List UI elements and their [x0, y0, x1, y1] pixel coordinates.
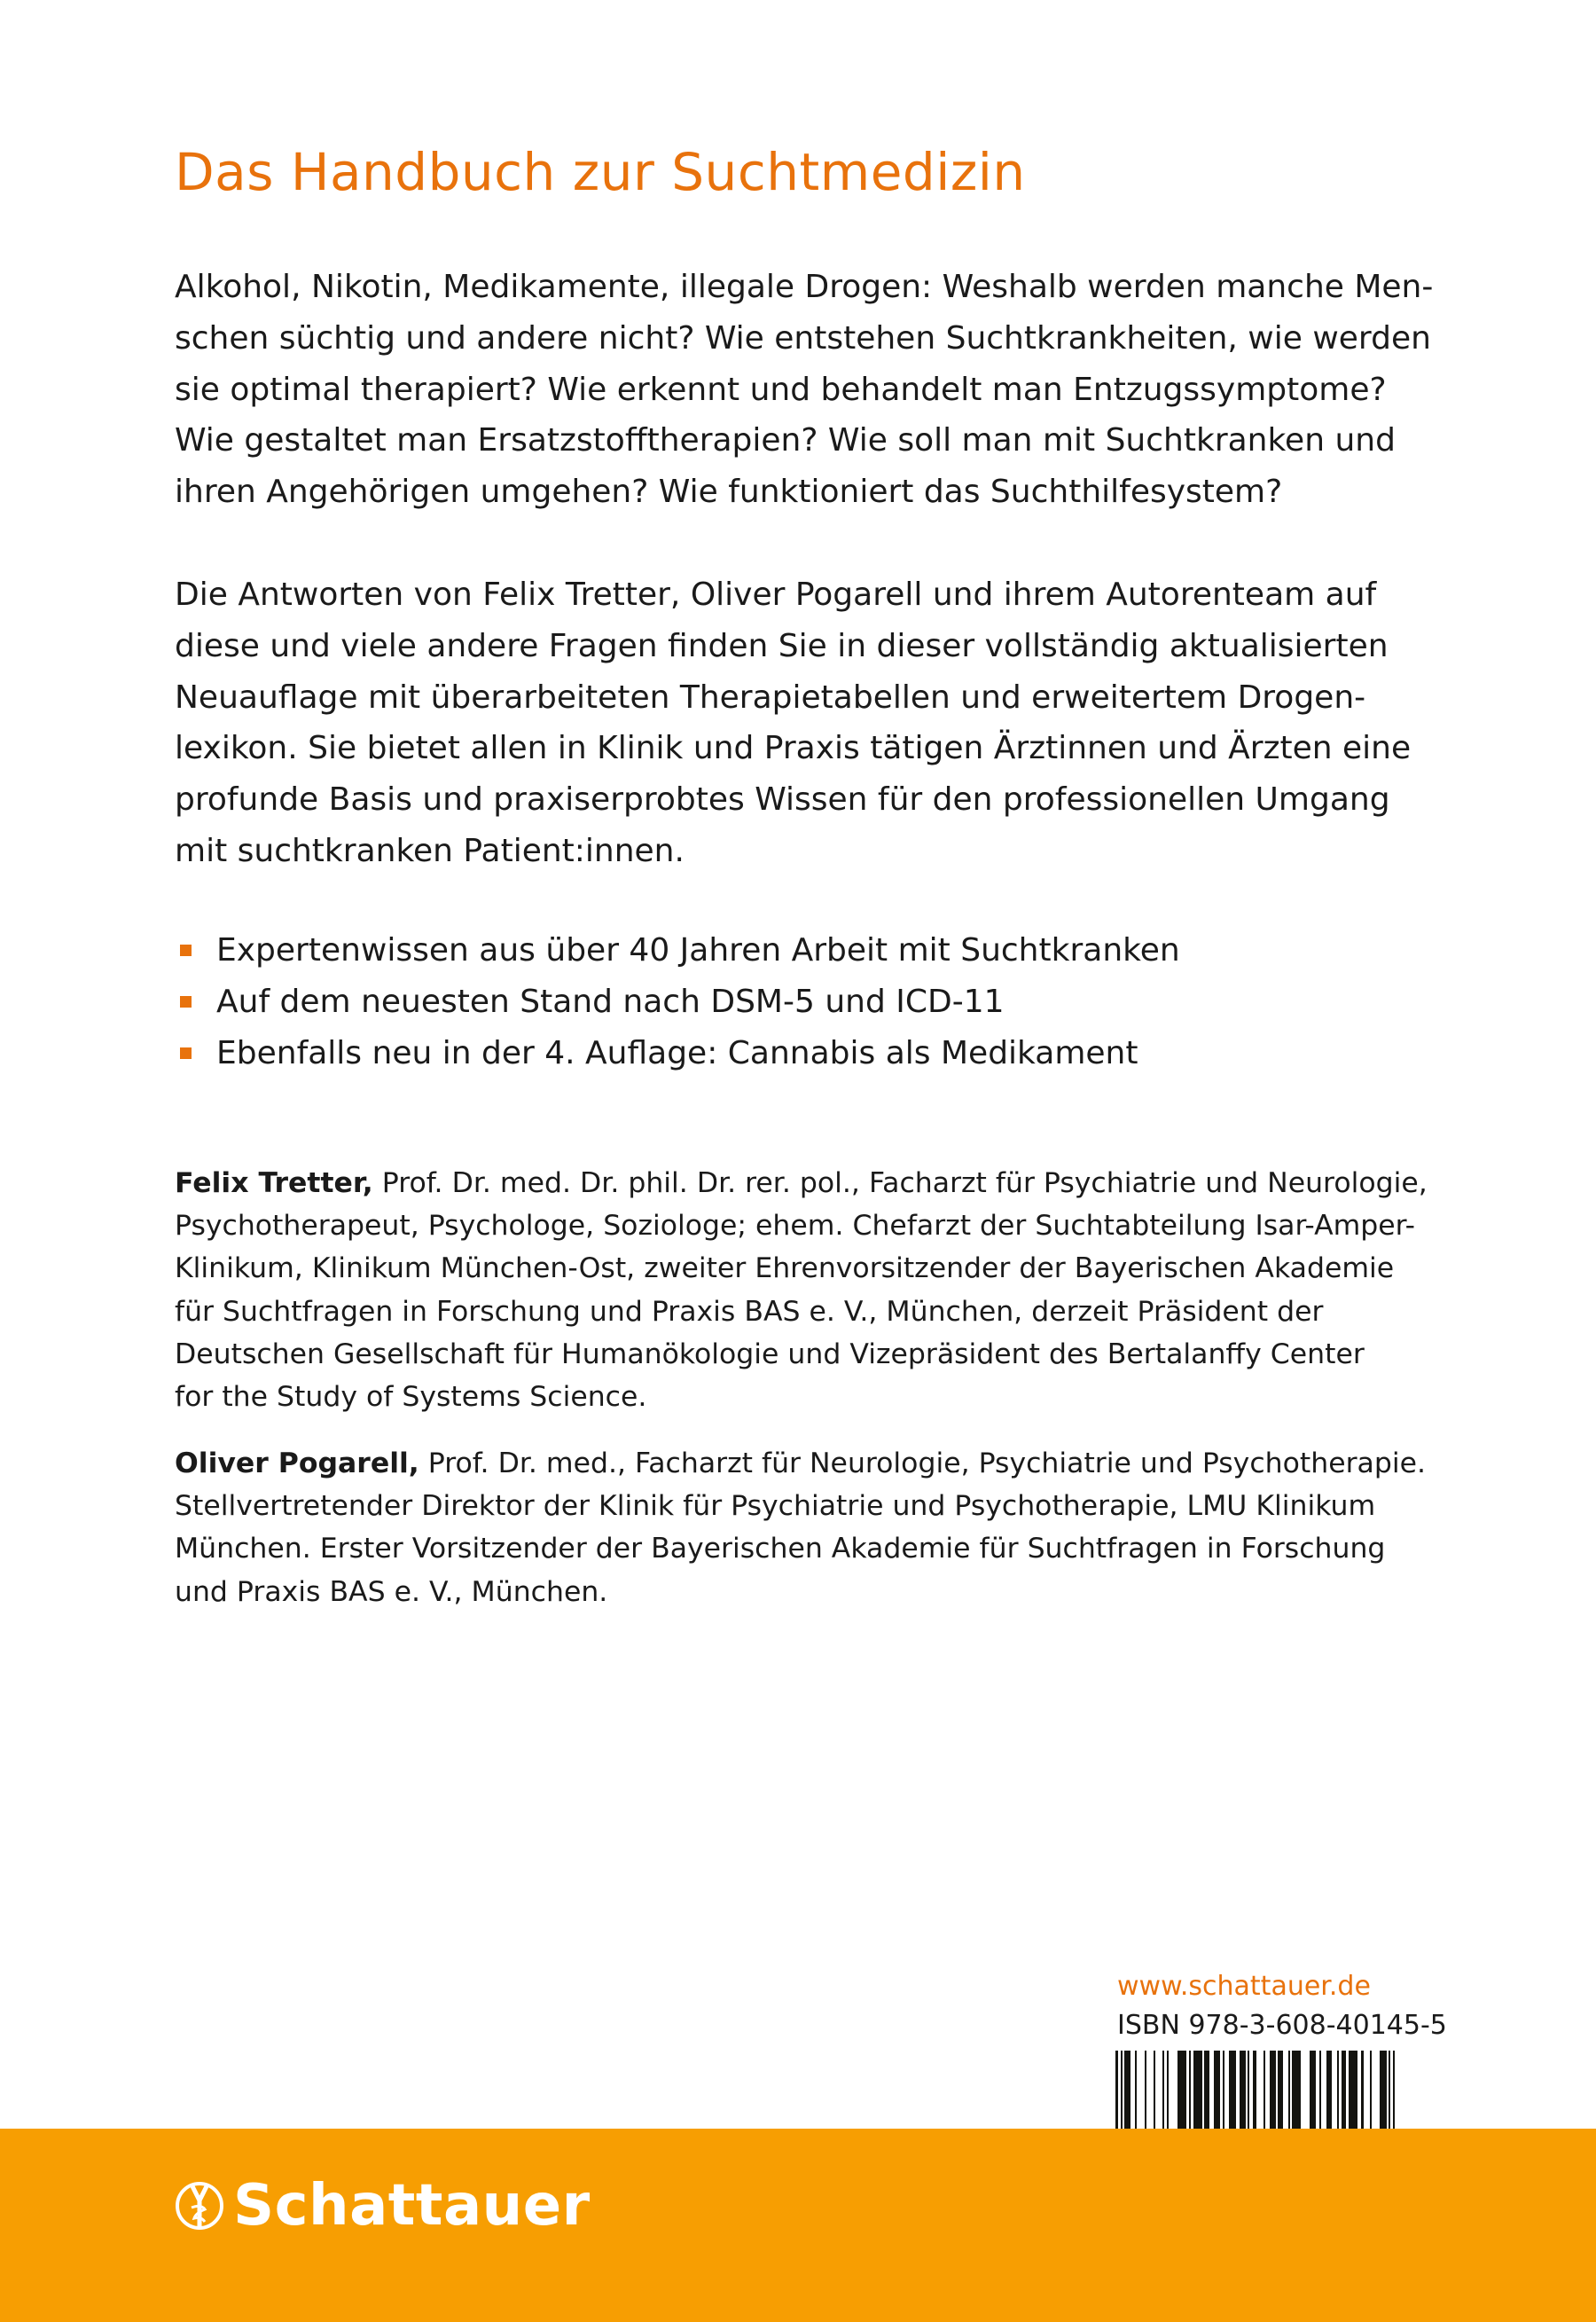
barcode-bar — [1342, 2051, 1346, 2130]
barcode-bar — [1292, 2051, 1301, 2130]
barcode-bar — [1223, 2051, 1224, 2130]
barcode-bar — [1214, 2051, 1220, 2130]
text-span: Prof. Dr. med. Dr. phil. Dr. rer. pol., Facharzt für Psychiatrie und Neurologie, — [372, 1167, 1428, 1199]
barcode-bar — [1288, 2051, 1290, 2130]
text-line: München. Erster Vorsitzender der Bayerischen Akademie für Suchtfragen in Forschung — [175, 1533, 1386, 1565]
list-item-text: Ebenfalls neu in der 4. Auflage: Cannabis als Medikament — [216, 1034, 1138, 1071]
barcode-bar — [1349, 2051, 1357, 2130]
text-line: und Praxis BAS e. V., München. — [175, 1575, 608, 1608]
feature-list — [180, 925, 1180, 1079]
text-line: Klinikum, Klinikum München-Ost, zweiter Ehrenvorsitzender der Bayerischen Akademie — [175, 1252, 1395, 1285]
text-line — [175, 1162, 1428, 1204]
barcode-bar — [1167, 2051, 1169, 2130]
barcode-bar — [1361, 2051, 1364, 2130]
square-bullet-icon — [180, 996, 192, 1008]
barcode-bar — [1135, 2051, 1137, 2130]
description-paragraph-1 — [175, 262, 1433, 518]
text-line: für Suchtfragen in Forschung und Praxis BAS e. V., München, derzeit Präsident der — [175, 1295, 1324, 1328]
barcode-bar — [1253, 2051, 1256, 2130]
list-item — [180, 977, 1180, 1028]
isbn-text: ISBN 978-3-608-40145-5 — [1117, 2010, 1447, 2041]
barcode-bar — [1278, 2051, 1283, 2130]
description-paragraph-2 — [175, 569, 1411, 877]
barcode-bar — [1270, 2051, 1276, 2130]
barcode-bar — [1121, 2051, 1123, 2130]
author-name: Felix Tretter, — [175, 1167, 373, 1199]
list-item-text: Expertenwissen aus über 40 Jahren Arbeit mit Suchtkranken — [216, 932, 1180, 969]
text-line — [175, 1442, 1426, 1485]
barcode-bar — [1154, 2051, 1155, 2130]
barcode-bar — [1240, 2051, 1246, 2130]
text-span: Prof. Dr. med., Facharzt für Neurologie, Psychiatrie und Psychotherapie. — [419, 1447, 1426, 1479]
barcode-bar — [1337, 2051, 1339, 2130]
barcode-bar — [1389, 2051, 1390, 2130]
barcode-bar — [1115, 2051, 1118, 2130]
barcode-bar — [1193, 2051, 1202, 2130]
text-line: ihren Angehörigen umgehen? Wie funktioniert das Suchthilfesystem? — [175, 474, 1283, 511]
text-line: Psychotherapeut, Psychologe, Soziologe; ehem. Chefarzt der Suchtabteilung Isar-Amper- — [175, 1210, 1415, 1243]
schattauer-emblem-icon — [175, 2181, 224, 2231]
barcode-bar — [1264, 2051, 1265, 2130]
barcode-bar — [1326, 2051, 1332, 2130]
barcode-bar — [1380, 2051, 1387, 2130]
text-line: diese und viele andere Fragen finden Sie in dieser vollständig aktualisierten — [175, 627, 1389, 664]
author-bio-tretter — [175, 1162, 1428, 1418]
list-item — [180, 925, 1180, 977]
book-title: Das Handbuch zur Suchtmedizin — [175, 142, 1026, 202]
barcode-bar — [1177, 2051, 1186, 2130]
text-line: Alkohol, Nikotin, Medikamente, illegale Drogen: Weshalb werden manche Men- — [175, 269, 1434, 305]
publisher-logo — [175, 2173, 591, 2239]
barcode-bar — [1370, 2051, 1372, 2130]
text-line: Stellvertretender Direktor der Klinik für Psychiatrie und Psychotherapie, LMU Klinikum — [175, 1490, 1376, 1523]
barcode-bar — [1145, 2051, 1146, 2130]
author-bio-pogarell — [175, 1442, 1426, 1613]
text-line: Deutschen Gesellschaft für Humanökologie und Vizepräsident des Bertalanffy Center — [175, 1338, 1365, 1370]
publisher-name: Schattauer — [233, 2173, 591, 2239]
barcode-bar — [1310, 2051, 1316, 2130]
barcode-bar — [1393, 2051, 1395, 2130]
text-line: sie optimal therapiert? Wie erkennt und behandelt man Entzugssymptome? — [175, 371, 1387, 408]
square-bullet-icon — [180, 1047, 192, 1059]
barcode-bar — [1204, 2051, 1209, 2130]
barcode-bar — [1162, 2051, 1164, 2130]
text-line: Die Antworten von Felix Tretter, Oliver Pogarell und ihrem Autorenteam auf — [175, 577, 1377, 613]
text-line: schen süchtig und andere nicht? Wie entstehen Suchtkrankheiten, wie werden — [175, 319, 1431, 357]
barcode-bar — [1229, 2051, 1236, 2130]
list-item — [180, 1028, 1180, 1079]
publisher-url[interactable]: www.schattauer.de — [1117, 1971, 1371, 2002]
square-bullet-icon — [180, 945, 192, 956]
text-line: for the Study of Systems Science. — [175, 1381, 647, 1414]
barcode-bar — [1248, 2051, 1249, 2130]
barcode-bar — [1189, 2051, 1191, 2130]
barcode-bar — [1124, 2051, 1130, 2130]
barcode-bar — [1319, 2051, 1321, 2130]
text-line: Neuauflage mit überarbeiteten Therapietabellen und erweitertem Drogen- — [175, 679, 1366, 716]
barcode — [1115, 2051, 1423, 2130]
text-line: profunde Basis und praxiserprobtes Wissen für den professionellen Umgang — [175, 781, 1390, 819]
text-line: Wie gestaltet man Ersatzstofftherapien? Wie soll man mit Suchtkranken und — [175, 422, 1396, 459]
author-name: Oliver Pogarell, — [175, 1447, 419, 1479]
list-item-text: Auf dem neuesten Stand nach DSM-5 und ICD-11 — [216, 983, 1005, 1020]
text-line: lexikon. Sie bietet allen in Klinik und Praxis tätigen Ärztinnen und Ärzten eine — [175, 730, 1412, 767]
text-line: mit suchtkranken Patient:innen. — [175, 832, 685, 869]
